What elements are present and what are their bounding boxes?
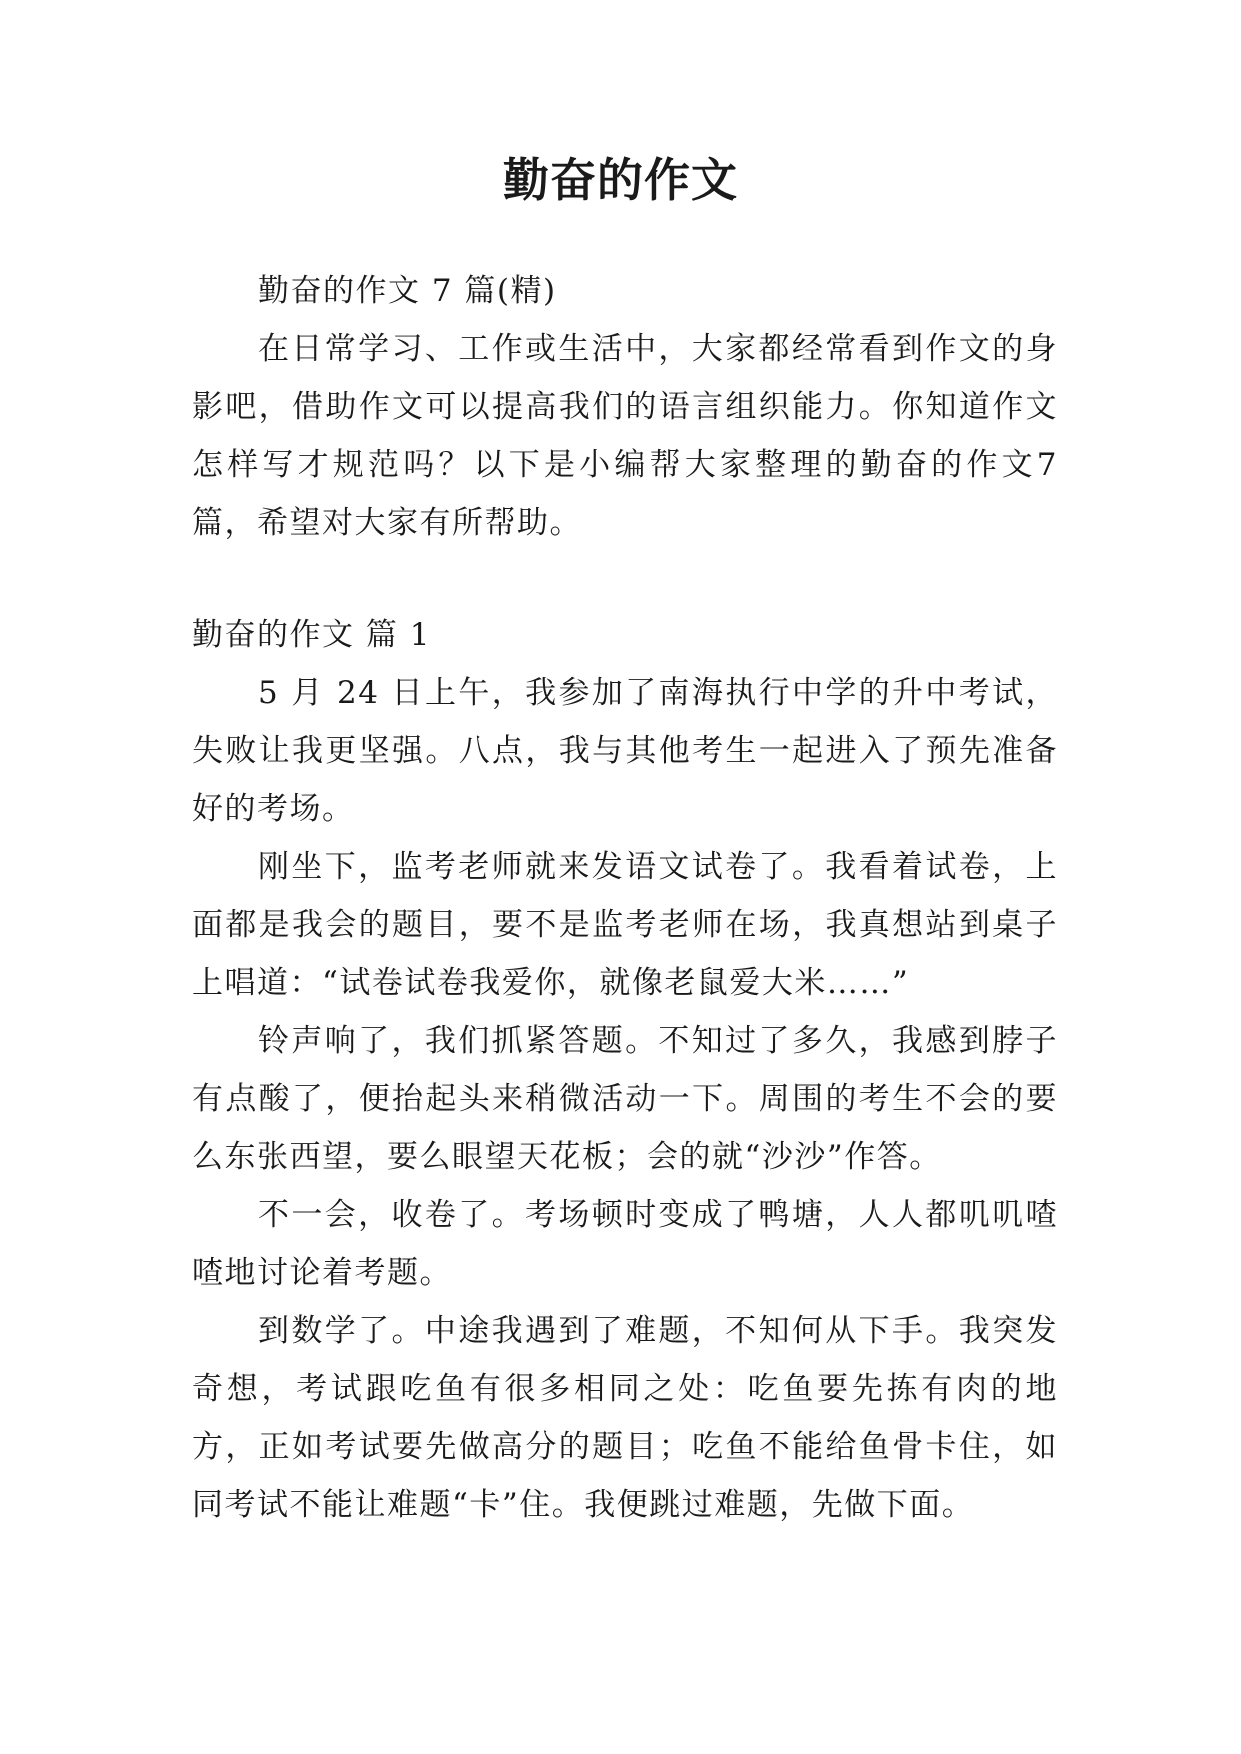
- body-paragraph-2: 刚坐下，监考老师就来发语文试卷了。我看着试卷，上面都是我会的题目，要不是监考老师在场，我真想站到桌子上唱道：“试卷试卷我爱你，就像老鼠爱大米……”: [192, 849, 1058, 1001]
- intro-paragraph: 在日常学习、工作或生活中，大家都经常看到作文的身影吧，借助作文可以提高我们的语言组织能力。你知道作文怎样写才规范吗？以下是小编帮大家整理的勤奋的作文7篇，希望对大家有所帮助。: [192, 331, 1058, 541]
- document-subtitle: 勤奋的作文 7 篇(精): [258, 273, 557, 309]
- section-heading: 勤奋的作文 篇 1: [192, 617, 431, 653]
- body-paragraph-1: 5 月 24 日上午，我参加了南海执行中学的升中考试，失败让我更坚强。八点，我与其他考生一起进入了预先准备好的考场。: [192, 675, 1058, 827]
- body-paragraph-4: 不一会，收卷了。考场顿时变成了鸭塘，人人都叽叽喳喳地讨论着考题。: [192, 1197, 1058, 1291]
- document-title: 勤奋的作文: [503, 153, 738, 207]
- body-paragraph-3: 铃声响了，我们抓紧答题。不知过了多久，我感到脖子有点酸了，便抬起头来稍微活动一下。周围的考生不会的要么东张西望，要么眼望天花板；会的就“沙沙”作答。: [192, 1023, 1058, 1175]
- document-body: [192, 262, 1058, 1534]
- body-paragraph-5: 到数学了。中途我遇到了难题，不知何从下手。我突发奇想，考试跟吃鱼有很多相同之处：吃鱼要先拣有肉的地方，正如考试要先做高分的题目；吃鱼不能给鱼骨卡住，如同考试不能让难题“卡”住。我便跳过难题，先做下面。: [192, 1313, 1058, 1523]
